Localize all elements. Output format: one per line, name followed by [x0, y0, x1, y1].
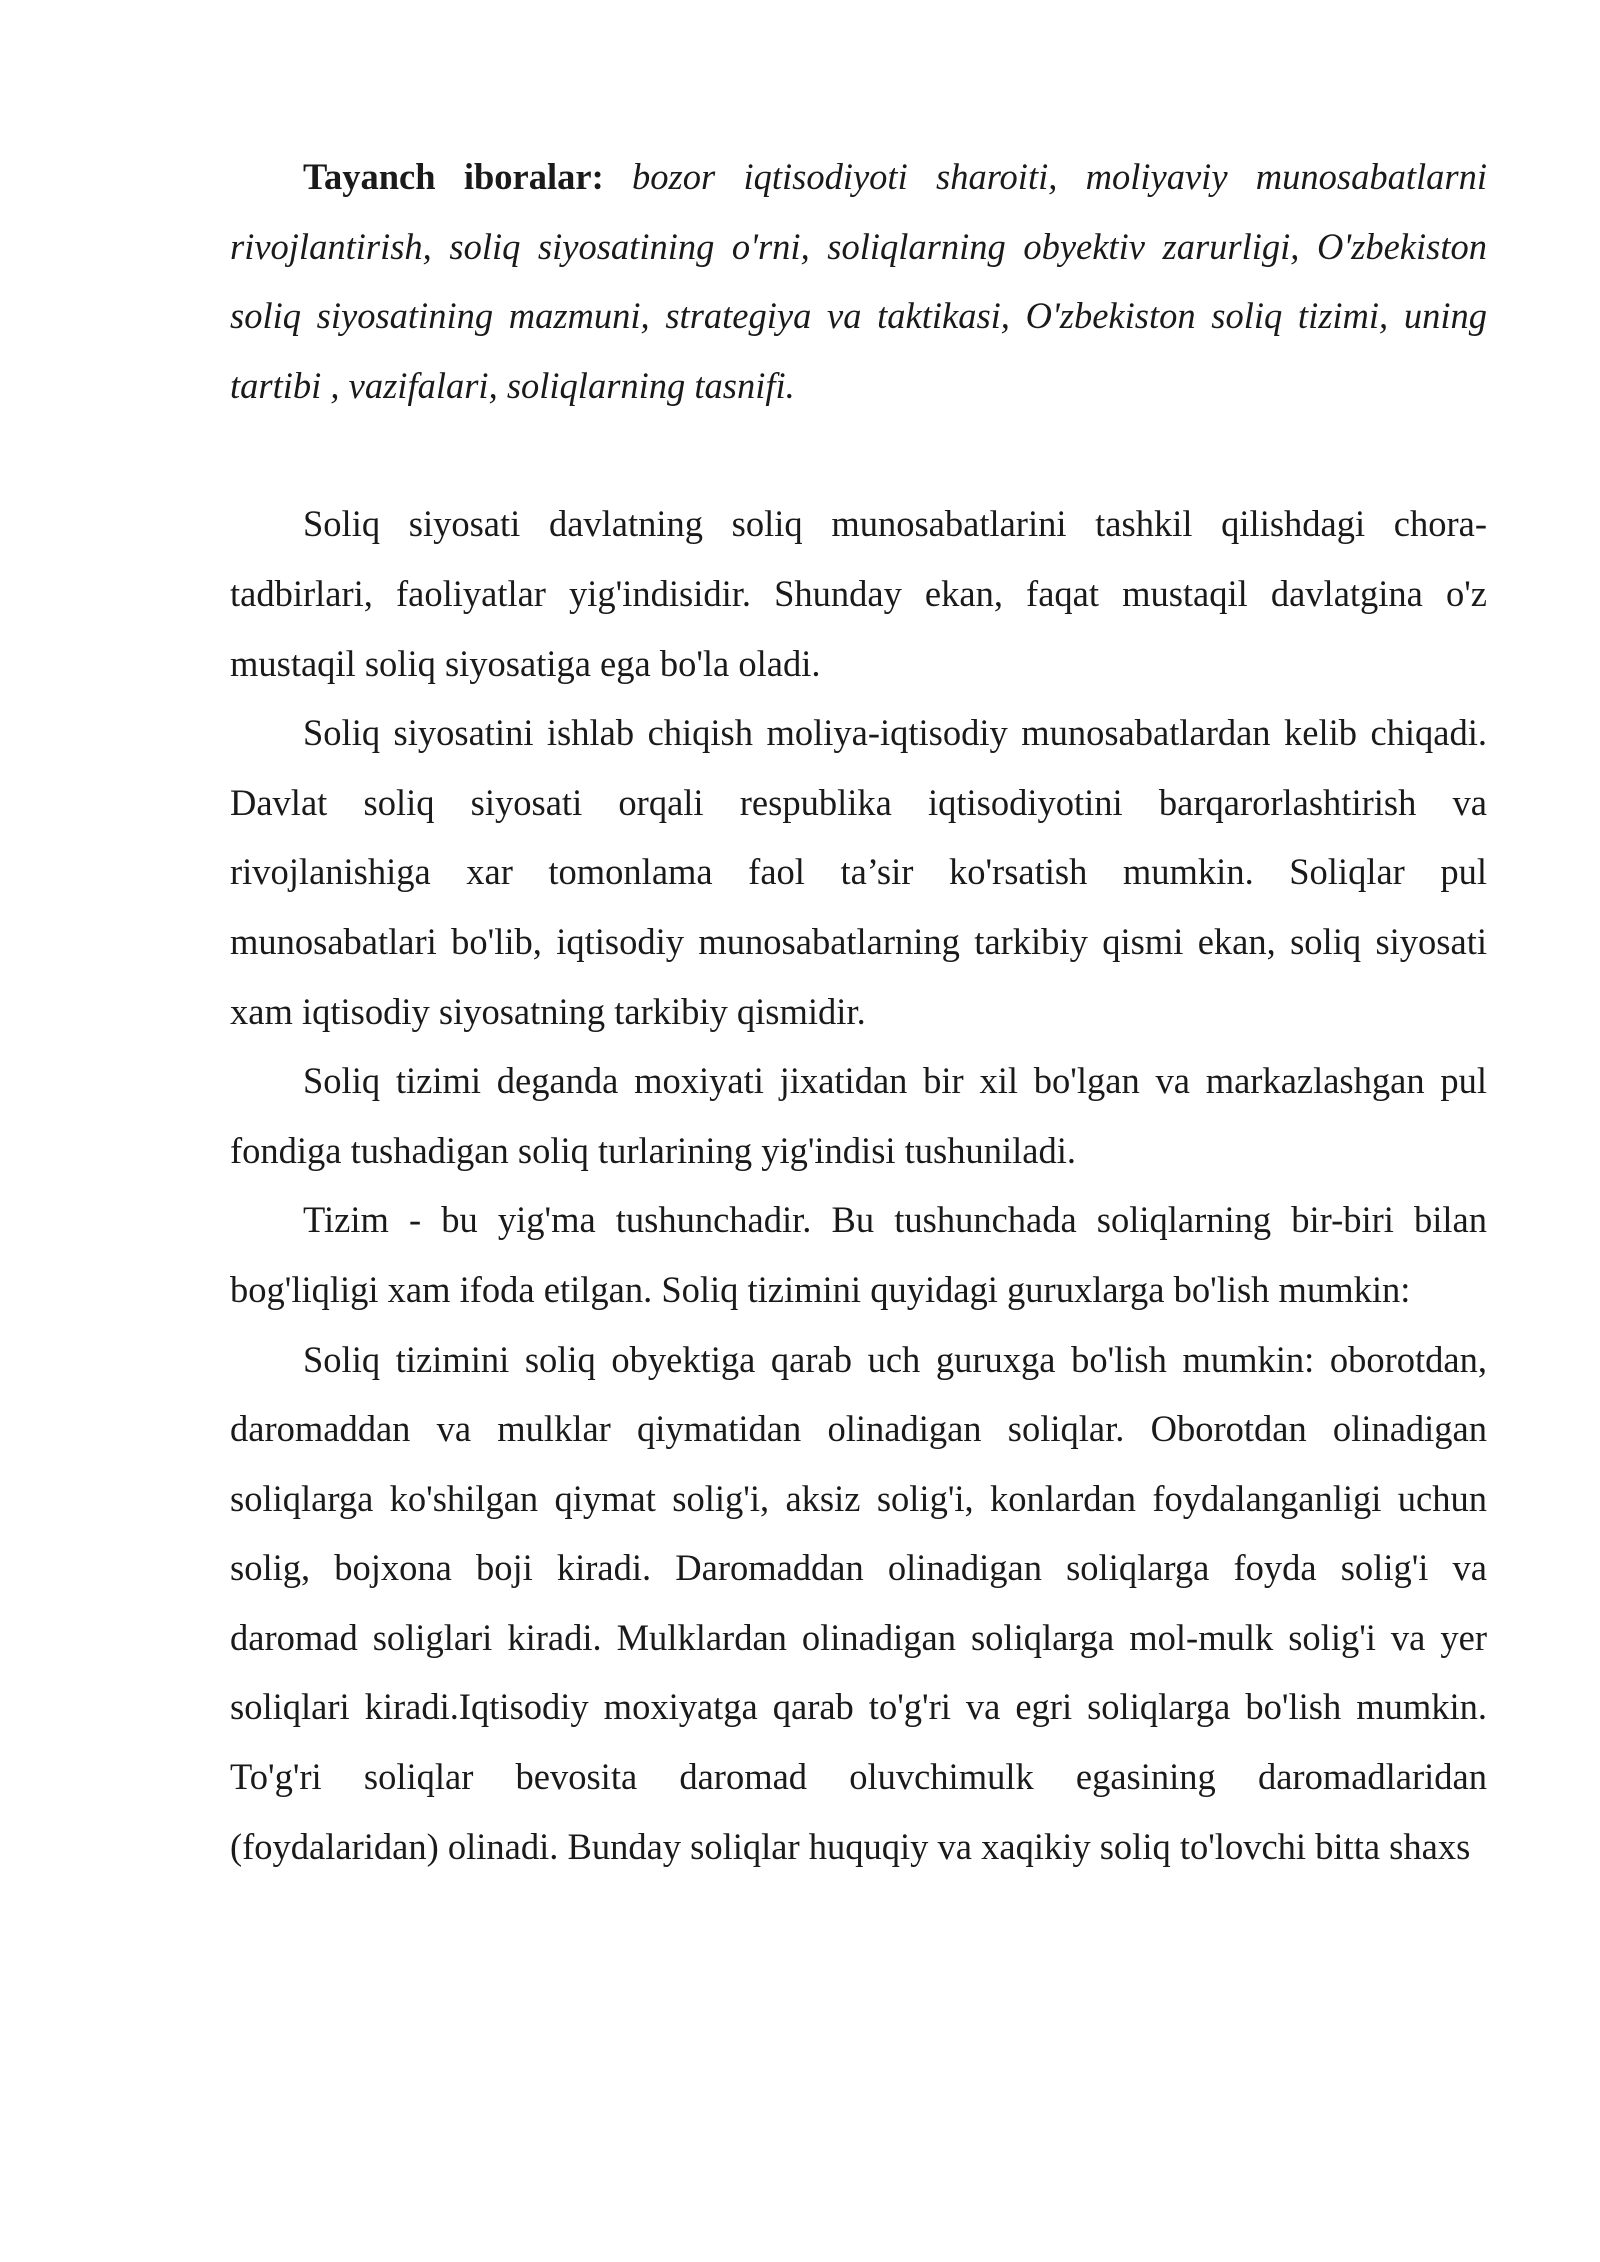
keywords-text: bozor iqtisodiyoti sharoiti, moliyaviy munosabatlarni rivojlantirish, soliq siyosatining o'rni, soliqlarning obyektiv zarurligi, O'zbekiston soliq siyosatining mazmuni, strategiya va taktikasi, O'zbekiston soliq tizimi, uning tartibi , vazifalari, soliqlarning tasnifi. — [230, 156, 1487, 406]
keywords-label: Tayanch iboralar: — [303, 156, 604, 197]
paragraph-tax-policy-definition: Soliq siyosati davlatning soliq munosabatlarini tashkil qilishdagi chora-tadbirlari, faoliyatlar yig'indisidir. Shunday ekan, faqat mustaqil davlatgina o'z mustaqil soliq siyosatiga ega bo'la oladi. — [230, 503, 1487, 684]
paragraph-tax-classification: Soliq tizimini soliq obyektiga qarab uch guruxga bo'lish mumkin: oborotdan, daromaddan va mulklar qiymatidan olinadigan soliqlar. Oborotdan olinadigan soliqlarga ko'shilgan qiymat solig'i, aksiz solig'i, konlardan foydalanganligi uchun solig, bojxona boji kiradi. Daromaddan olinadigan soliqlarga foyda solig'i va daromad soliglari kiradi. Mulklardan olinadigan soliqlarga mol-mulk solig'i va yer soliqlari kiradi.Iqtisodiy moxiyatga qarab to'g'ri va egri soliqlarga bo'lish mumkin. To'g'ri soliqlar bevosita daromad oluvchimulk egasining daromadlaridan (foydalaridan) olinadi. Bunday soliqlar huquqiy va xaqikiy soliq to'lovchi bitta shaxs — [230, 1338, 1487, 1867]
paragraph-system-concept: Tizim - bu yig'ma tushunchadir. Bu tushunchada soliqlarning bir-biri bilan bog'liqligi xam ifoda etilgan. Soliq tizimini quyidagi guruxlarga bo'lish mumkin: — [230, 1199, 1487, 1310]
document-body — [230, 142, 1487, 1881]
paragraph-tax-policy-development: Soliq siyosatini ishlab chiqish moliya-iqtisodiy munosabatlardan kelib chiqadi. Davlat soliq siyosati orqali respublika iqtisodiyotini barqarorlashtirish va rivojlanishiga xar tomonlama faol ta’sir ko'rsatish mumkin. Soliqlar pul munosabatlari bo'lib, iqtisodiy munosabatlarning tarkibiy qismi ekan, soliq siyosati xam iqtisodiy siyosatning tarkibiy qismidir. — [230, 712, 1487, 1032]
keywords-paragraph — [230, 142, 1487, 420]
paragraph-tax-system-definition: Soliq tizimi deganda moxiyati jixatidan bir xil bo'lgan va markazlashgan pul fondiga tushadigan soliq turlarining yig'indisi tushuniladi. — [230, 1060, 1487, 1171]
